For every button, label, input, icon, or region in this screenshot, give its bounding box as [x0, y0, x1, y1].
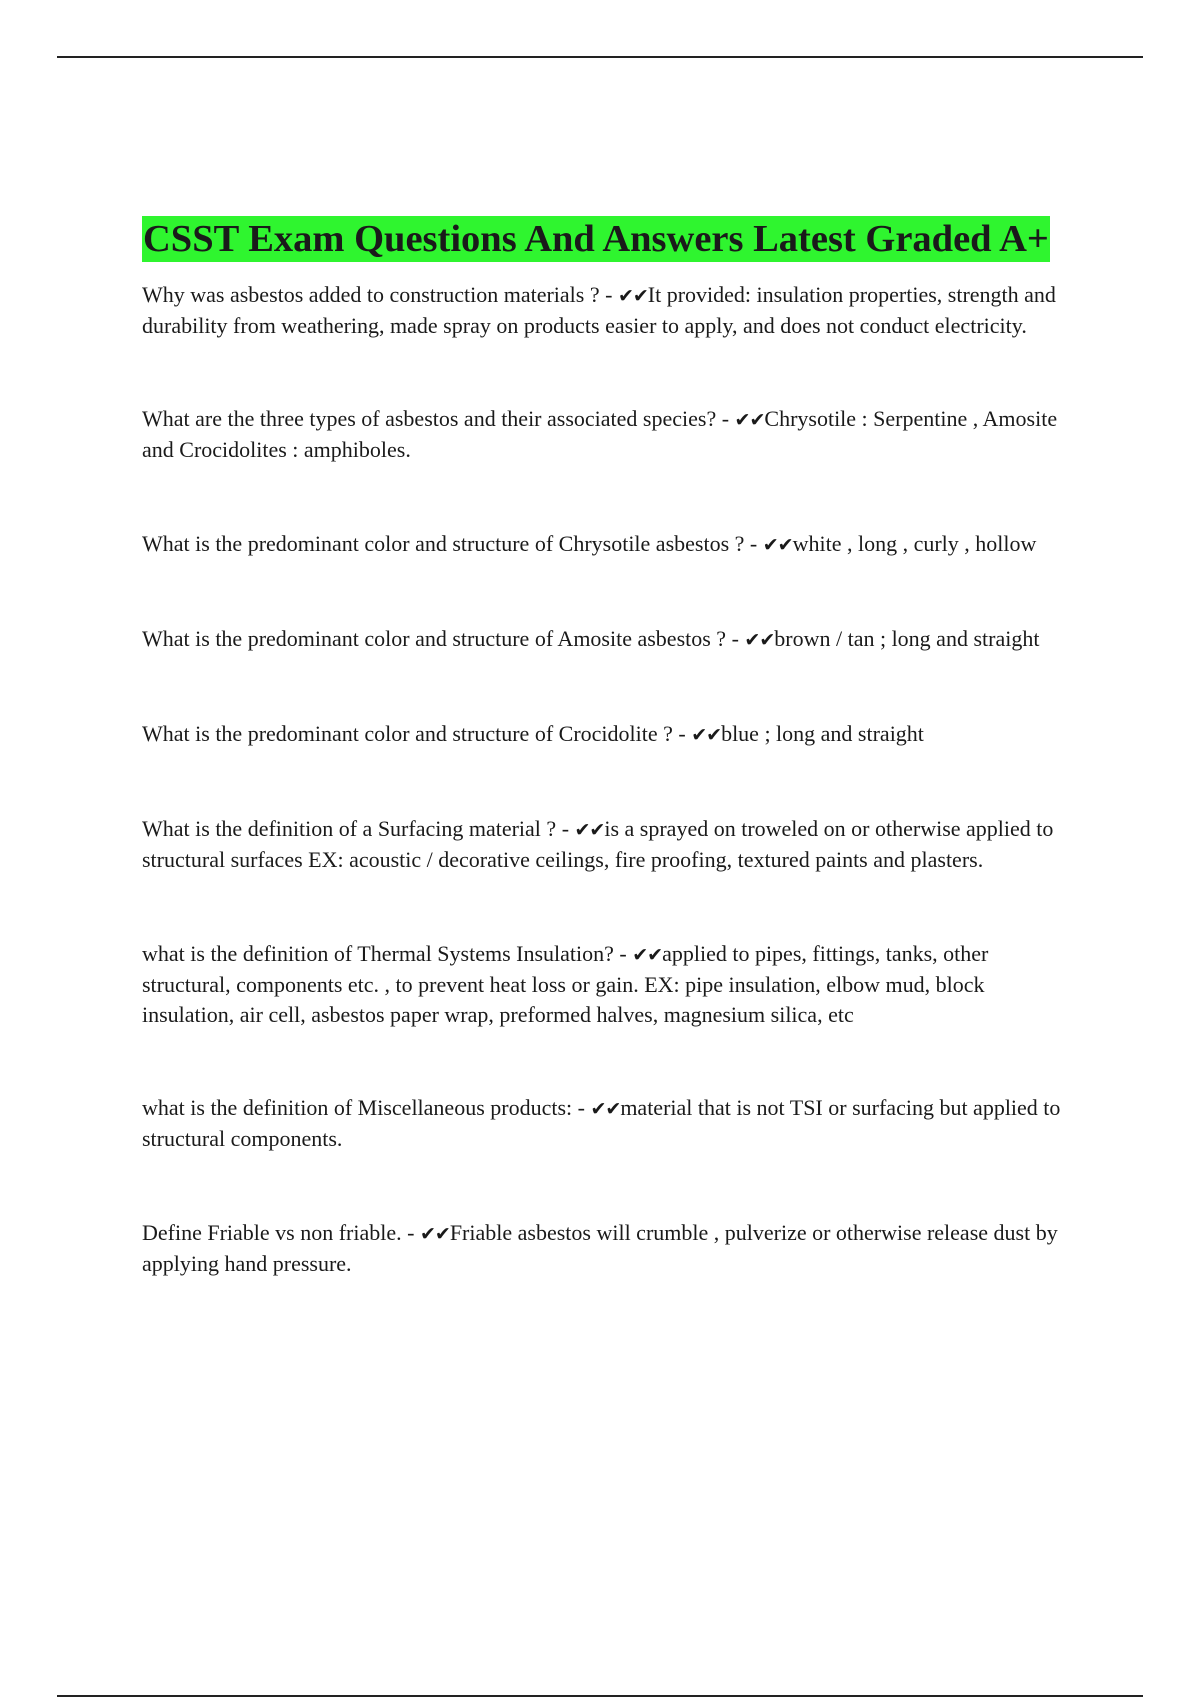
bottom-rule	[57, 1695, 1143, 1697]
question-text: Why was asbestos added to construction materials ?	[142, 282, 600, 307]
top-rule	[57, 56, 1143, 58]
question-text: What are the three types of asbestos and their associated species?	[142, 406, 717, 431]
checkmark-icon: ✔✔	[419, 1223, 450, 1245]
separator: -	[599, 282, 618, 307]
answer-text: applied to pipes, fittings, tanks, other structural, components etc. , to prevent heat loss or gain. EX: pipe insulation, elbow mud, block insulation, air cell, asbestos paper wrap, preformed halves, magnesium silica, etc	[142, 941, 989, 1027]
qa-item	[142, 404, 1062, 465]
answer-text: blue ; long and straight	[721, 721, 924, 746]
qa-item	[142, 939, 1062, 1030]
separator: -	[572, 1095, 591, 1120]
separator: -	[726, 626, 745, 651]
checkmark-icon: ✔✔	[762, 534, 793, 556]
qa-item	[142, 624, 1062, 655]
checkmark-icon: ✔✔	[590, 1098, 621, 1120]
answer-text: It provided: insulation properties, strength and durability from weathering, made spray on products easier to apply, and does not conduct electricity.	[142, 282, 1056, 338]
checkmark-icon: ✔✔	[691, 724, 722, 746]
qa-list	[142, 280, 1062, 1279]
qa-item	[142, 1093, 1062, 1154]
separator: -	[613, 941, 633, 966]
answer-text: Chrysotile : Serpentine , Amosite and Crocidolites : amphiboles.	[142, 406, 1058, 462]
document-title: CSST Exam Questions And Answers Latest Graded A+	[143, 218, 1049, 260]
checkmark-icon: ✔✔	[632, 944, 663, 966]
separator: -	[556, 816, 575, 841]
checkmark-icon: ✔✔	[734, 409, 765, 431]
answer-text: Friable asbestos will crumble , pulverize or otherwise release dust by applying hand pressure.	[142, 1220, 1058, 1276]
question-text: Define Friable vs non friable.	[142, 1220, 402, 1245]
checkmark-icon: ✔✔	[617, 285, 648, 307]
checkmark-icon: ✔✔	[574, 819, 605, 841]
separator: -	[744, 531, 763, 556]
document-body	[142, 216, 1062, 1279]
qa-item	[142, 814, 1062, 875]
qa-item	[142, 529, 1062, 560]
question-text: What is the predominant color and structure of Chrysotile asbestos ?	[142, 531, 745, 556]
checkmark-icon: ✔✔	[744, 629, 775, 651]
question-text: What is the definition of a Surfacing material ?	[142, 816, 557, 841]
qa-item	[142, 280, 1062, 341]
question-text: What is the predominant color and structure of Amosite asbestos ?	[142, 626, 727, 651]
question-text: what is the definition of Miscellaneous products:	[142, 1095, 573, 1120]
answer-text: brown / tan ; long and straight	[774, 626, 1040, 651]
separator: -	[716, 406, 735, 431]
separator: -	[401, 1220, 420, 1245]
question-text: what is the definition of Thermal Systems Insulation?	[142, 941, 614, 966]
separator: -	[672, 721, 692, 746]
answer-text: is a sprayed on troweled on or otherwise applied to structural surfaces EX: acoustic / decorative ceilings, fire proofing, textured paints and plasters.	[142, 816, 1054, 872]
answer-text: white , long , curly , hollow	[792, 531, 1037, 556]
question-text: What is the predominant color and structure of Crocidolite ?	[142, 721, 673, 746]
qa-item	[142, 719, 1062, 750]
answer-text: material that is not TSI or surfacing but applied to structural components.	[142, 1095, 1061, 1151]
qa-item	[142, 1218, 1062, 1279]
